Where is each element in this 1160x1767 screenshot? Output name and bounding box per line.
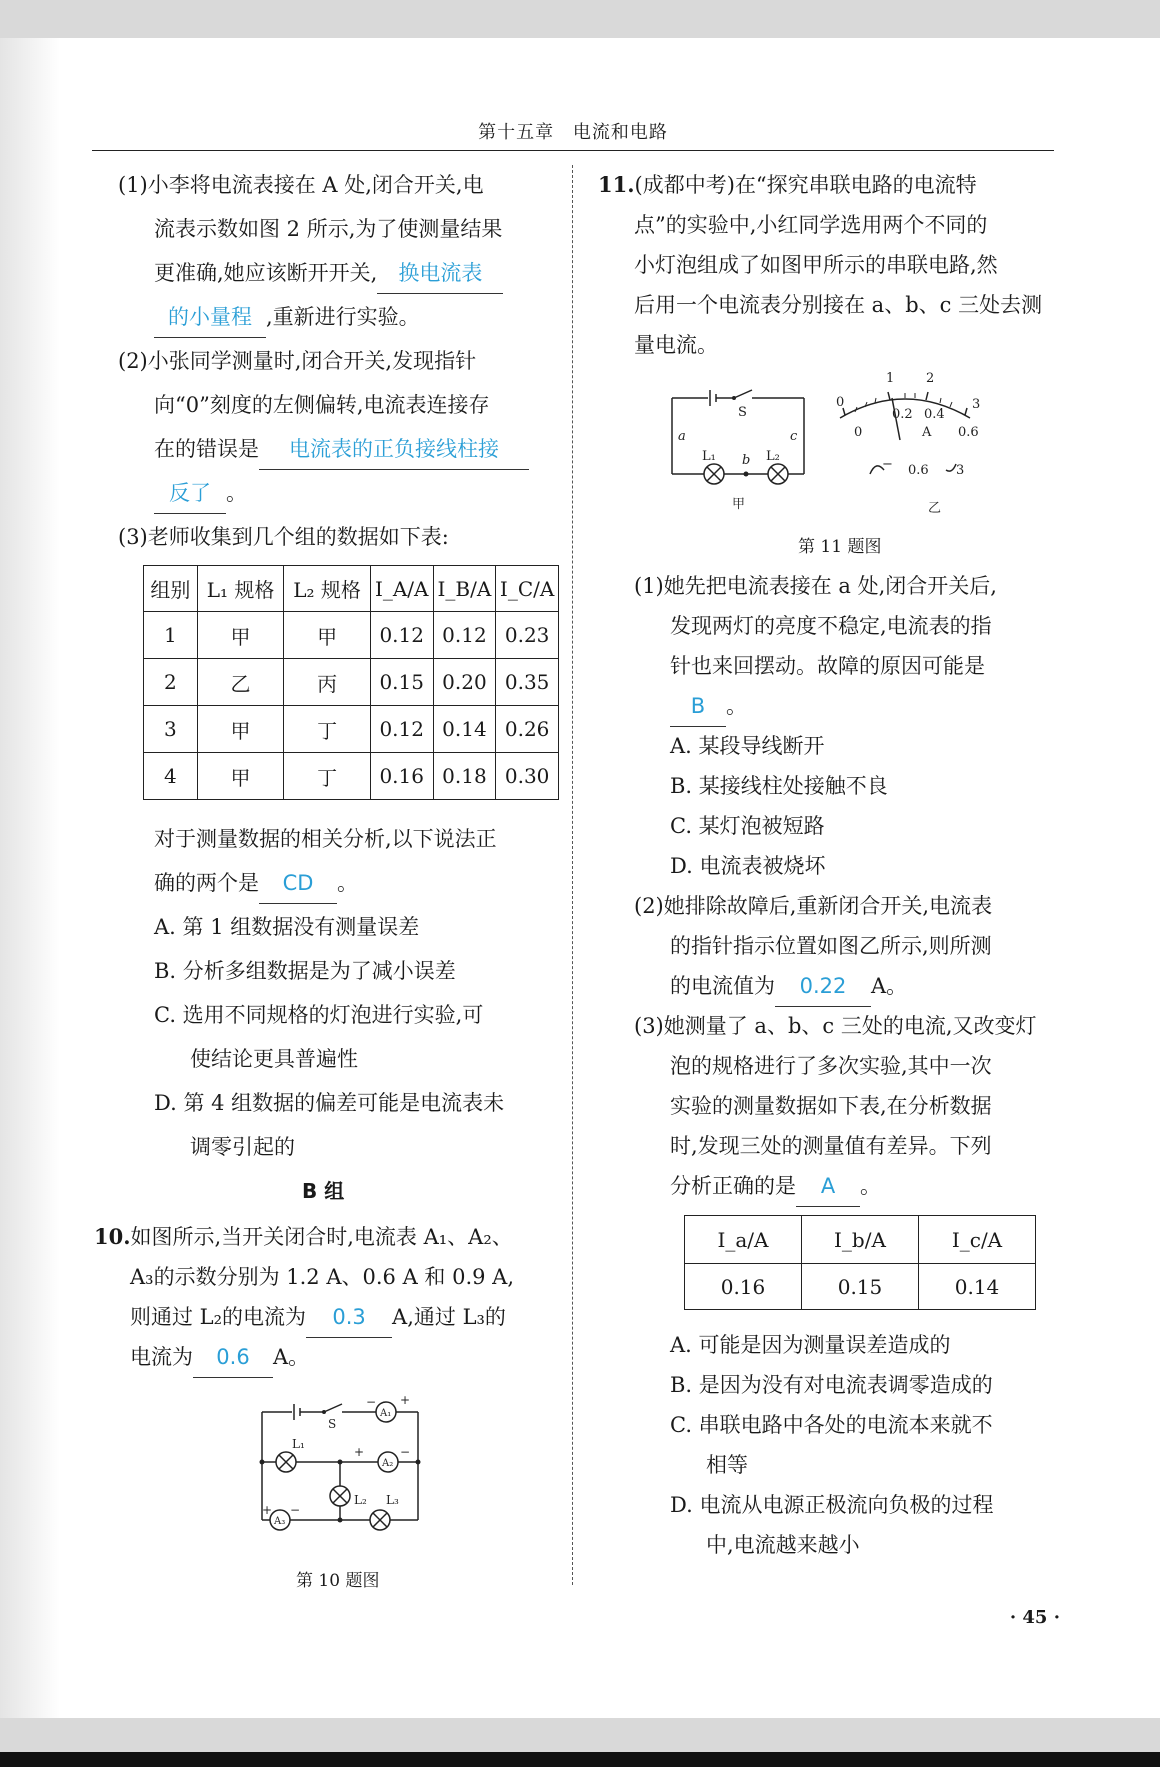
label-a: a (678, 429, 686, 444)
q10-caption: 第 10 题图 (296, 1571, 380, 1591)
label-minus-a2: − (400, 1445, 411, 1459)
terminal-minus: − (882, 457, 893, 472)
label-plus-a2: + (354, 1445, 365, 1459)
q11-p1-option-b: B. 某接线柱处接触不良 (670, 774, 888, 798)
q11-p3-answer: A (796, 1166, 860, 1207)
q10-line-2: A₃的示数分别为 1.2 A、0.6 A 和 0.9 A, (130, 1265, 514, 1289)
scale-bottom-1: 0.2 (892, 407, 913, 422)
q3-intro: (3)老师收集到几个组的数据如下表: (118, 525, 449, 549)
label-b: b (742, 453, 751, 468)
q2-line-1: (2)小张同学测量时,闭合开关,发现指针 (118, 349, 477, 373)
q11-line-4: 后用一个电流表分别接在 a、b、c 三处去测 (634, 293, 1043, 317)
q3-after-line-2: 确的两个是 CD 。 (154, 863, 358, 904)
table-cell: 甲 (197, 706, 284, 753)
q11-p3-line-4: 时,发现三处的测量值有差异。下列 (670, 1134, 992, 1158)
table-header-cell: I_c/A (918, 1216, 1035, 1264)
table-header-cell: 组别 (144, 566, 198, 612)
table-header-cell: I_a/A (685, 1216, 802, 1264)
table-header-cell: L₁ 规格 (197, 566, 284, 612)
scale-top-3: 3 (972, 397, 981, 412)
label-l3: L₃ (386, 1493, 399, 1507)
q10-line-4: 电流为 0.6 A。 (130, 1337, 309, 1378)
table-cell: 丁 (284, 706, 371, 753)
q3-option-c: C. 选用不同规格的灯泡进行实验,可 (154, 1003, 484, 1027)
q11-p1-line-2: 发现两灯的亮度不稳定,电流表的指 (670, 614, 992, 638)
q11-p3-option-c: C. 串联电路中各处的电流本来就不 (670, 1413, 993, 1437)
table-cell: 4 (144, 753, 198, 800)
q11-data-table (684, 1215, 1036, 1310)
table-cell: 0.18 (433, 753, 496, 800)
q11-p1-answer: B (670, 686, 726, 727)
q1-line-4: 的小量程 ,重新进行实验。 (154, 297, 420, 338)
q11-p3-line-2: 泡的规格进行了多次实验,其中一次 (670, 1054, 992, 1078)
q11-p1-line-3: 针也来回摆动。故障的原因可能是 (670, 654, 985, 678)
q10-answer-2: 0.6 (193, 1337, 273, 1378)
q11-figure (660, 370, 1020, 520)
table-header-cell: I_b/A (801, 1216, 918, 1264)
scale-bottom-0: 0 (854, 425, 863, 440)
q11-p3-option-d: D. 电流从电源正极流向负极的过程 (670, 1493, 994, 1517)
q11-source: (成都中考) (634, 173, 735, 197)
table-row (144, 706, 559, 753)
q1-answer-part2: 的小量程 (154, 297, 266, 338)
q2-answer-part1: 电流表的正负接线柱接 (259, 429, 529, 470)
table-cell: 0.20 (433, 659, 496, 706)
label-switch: S (328, 1417, 337, 1431)
label-l1: L₁ (292, 1437, 305, 1451)
page-shadow (0, 38, 60, 1718)
chapter-title: 电流和电路 (572, 122, 668, 143)
q11-p1-line-4: B 。 (670, 686, 747, 727)
column-divider (572, 165, 573, 1585)
q3-after-line-1: 对于测量数据的相关分析,以下说法正 (154, 827, 497, 851)
label-a2: A₂ (382, 1458, 394, 1469)
terminal-3: 3 (956, 463, 965, 478)
table-cell: 2 (144, 659, 198, 706)
q2-answer-part2: 反了 (154, 473, 226, 514)
label-c: c (790, 429, 798, 444)
page-number: · 45 · (1009, 1607, 1060, 1628)
table-cell: 0.12 (370, 612, 433, 659)
label-plus-a3: + (262, 1503, 273, 1517)
table-cell: 1 (144, 612, 198, 659)
label-plus-a1: + (400, 1393, 411, 1407)
q11-p1-option-c: C. 某灯泡被短路 (670, 814, 825, 838)
table-cell: 0.14 (918, 1264, 1035, 1310)
q10-line-3: 则通过 L₂的电流为 0.3 A,通过 L₃的 (130, 1297, 506, 1338)
q11-p2-line-3: 的电流值为 0.22 A。 (670, 966, 907, 1007)
q2-line-4: 反了 。 (154, 473, 247, 514)
table-cell: 0.15 (370, 659, 433, 706)
table-cell: 0.12 (370, 706, 433, 753)
q3-option-d: D. 第 4 组数据的偏差可能是电流表未 (154, 1091, 505, 1115)
bottom-bar (0, 1752, 1160, 1767)
q11-caption: 第 11 题图 (798, 537, 882, 557)
q1-answer-part1: 换电流表 (377, 253, 503, 294)
q1-line-1: (1)小李将电流表接在 A 处,闭合开关,电 (118, 173, 484, 197)
q3-option-d-cont: 调零引起的 (190, 1135, 295, 1159)
table-header-cell: I_B/A (433, 566, 496, 612)
q11-p2-answer: 0.22 (775, 966, 871, 1007)
q11-p1-line-1: (1)她先把电流表接在 a 处,闭合开关后, (634, 574, 997, 598)
label-jia: 甲 (732, 497, 746, 512)
table-cell: 甲 (284, 612, 371, 659)
q11-line-5: 量电流。 (634, 333, 718, 357)
table-row (144, 753, 559, 800)
q11-p3-option-d-cont: 中,电流越来越小 (706, 1533, 860, 1557)
table-row (144, 612, 559, 659)
q2-line-3: 在的错误是 电流表的正负接线柱接 (154, 429, 529, 470)
q11-p2-line-2: 的指针指示位置如图乙所示,则所测 (670, 934, 992, 958)
table-cell: 甲 (197, 753, 284, 800)
q11-p3-line-3: 实验的测量数据如下表,在分析数据 (670, 1094, 992, 1118)
q1-line-3: 更准确,她应该断开开关, 换电流表 (154, 253, 503, 294)
q11-p3-option-b: B. 是因为没有对电流表调零造成的 (670, 1373, 993, 1397)
chapter-header (92, 118, 1054, 151)
q3-option-c-cont: 使结论更具普遍性 (190, 1047, 358, 1071)
table-header-cell: I_C/A (496, 566, 559, 612)
scale-top-0: 0 (836, 395, 845, 410)
table-cell: 0.15 (801, 1264, 918, 1310)
table-row (144, 659, 559, 706)
label-a1: A₁ (380, 1408, 392, 1419)
table-header-cell: I_A/A (370, 566, 433, 612)
q11-p3-line-5: 分析正确的是 A 。 (670, 1166, 881, 1207)
scale-top-1: 1 (886, 371, 895, 386)
q10-circuit-diagram (250, 1392, 430, 1542)
q11-p1-option-d: D. 电流表被烧坏 (670, 854, 826, 878)
label-s: S (738, 405, 747, 420)
chapter-number: 第十五章 (478, 122, 555, 143)
label-yi: 乙 (928, 501, 942, 516)
table-cell: 0.14 (433, 706, 496, 753)
label-a3: A₃ (274, 1516, 286, 1527)
q10-number: 10. (94, 1224, 131, 1249)
table-cell: 0.23 (496, 612, 559, 659)
scale-bottom-3: 0.6 (958, 425, 979, 440)
table-header-row (144, 566, 559, 612)
q10-answer-1: 0.3 (306, 1297, 392, 1338)
q3-option-a: A. 第 1 组数据没有测量误差 (154, 915, 420, 939)
scale-top-2: 2 (926, 371, 935, 386)
table-cell: 0.35 (496, 659, 559, 706)
label-minus-a1: − (366, 1395, 377, 1409)
label-l2: L₂ (766, 449, 780, 464)
q11-p1-option-a: A. 某段导线断开 (670, 734, 825, 758)
table-cell: 甲 (197, 612, 284, 659)
terminal-0-6: 0.6 (908, 463, 929, 478)
table-cell: 0.30 (496, 753, 559, 800)
table-row (685, 1264, 1036, 1310)
q3-data-table (143, 565, 559, 800)
label-l1: L₁ (702, 449, 716, 464)
q3-option-b: B. 分析多组数据是为了减小误差 (154, 959, 456, 983)
q1-line-2: 流表示数如图 2 所示,为了使测量结果 (154, 217, 503, 241)
table-cell: 0.16 (370, 753, 433, 800)
meter-a-label: A (922, 425, 932, 440)
q11-p3-option-c-cont: 相等 (706, 1453, 748, 1477)
q2-line-2: 向“0”刻度的左侧偏转,电流表连接存 (154, 393, 490, 417)
table-cell: 3 (144, 706, 198, 753)
q3-answer: CD (259, 863, 337, 904)
q11-line-3: 小灯泡组成了如图甲所示的串联电路,然 (634, 253, 998, 277)
q11-number: 11. (598, 172, 635, 197)
label-minus-a3: − (290, 1503, 301, 1517)
table-cell: 0.12 (433, 612, 496, 659)
q10-line-1: 10.如图所示,当开关闭合时,电流表 A₁、A₂、 (94, 1224, 513, 1249)
q11-line-2: 点”的实验中,小红同学选用两个不同的 (634, 213, 988, 237)
table-cell: 乙 (197, 659, 284, 706)
q11-line-1: 11.(成都中考)在“探究串联电路的电流特 (598, 172, 977, 197)
table-header-row (685, 1216, 1036, 1264)
scale-bottom-2: 0.4 (924, 407, 945, 422)
table-header-cell: L₂ 规格 (284, 566, 371, 612)
table-cell: 丁 (284, 753, 371, 800)
q11-p3-line-1: (3)她测量了 a、b、c 三处的电流,又改变灯 (634, 1014, 1037, 1038)
table-cell: 0.26 (496, 706, 559, 753)
label-l2: L₂ (354, 1493, 367, 1507)
table-cell: 0.16 (685, 1264, 802, 1310)
q11-p2-line-1: (2)她排除故障后,重新闭合开关,电流表 (634, 894, 993, 918)
table-cell: 丙 (284, 659, 371, 706)
q11-p3-option-a: A. 可能是因为测量误差造成的 (670, 1333, 951, 1357)
group-b-title: B 组 (302, 1179, 345, 1203)
